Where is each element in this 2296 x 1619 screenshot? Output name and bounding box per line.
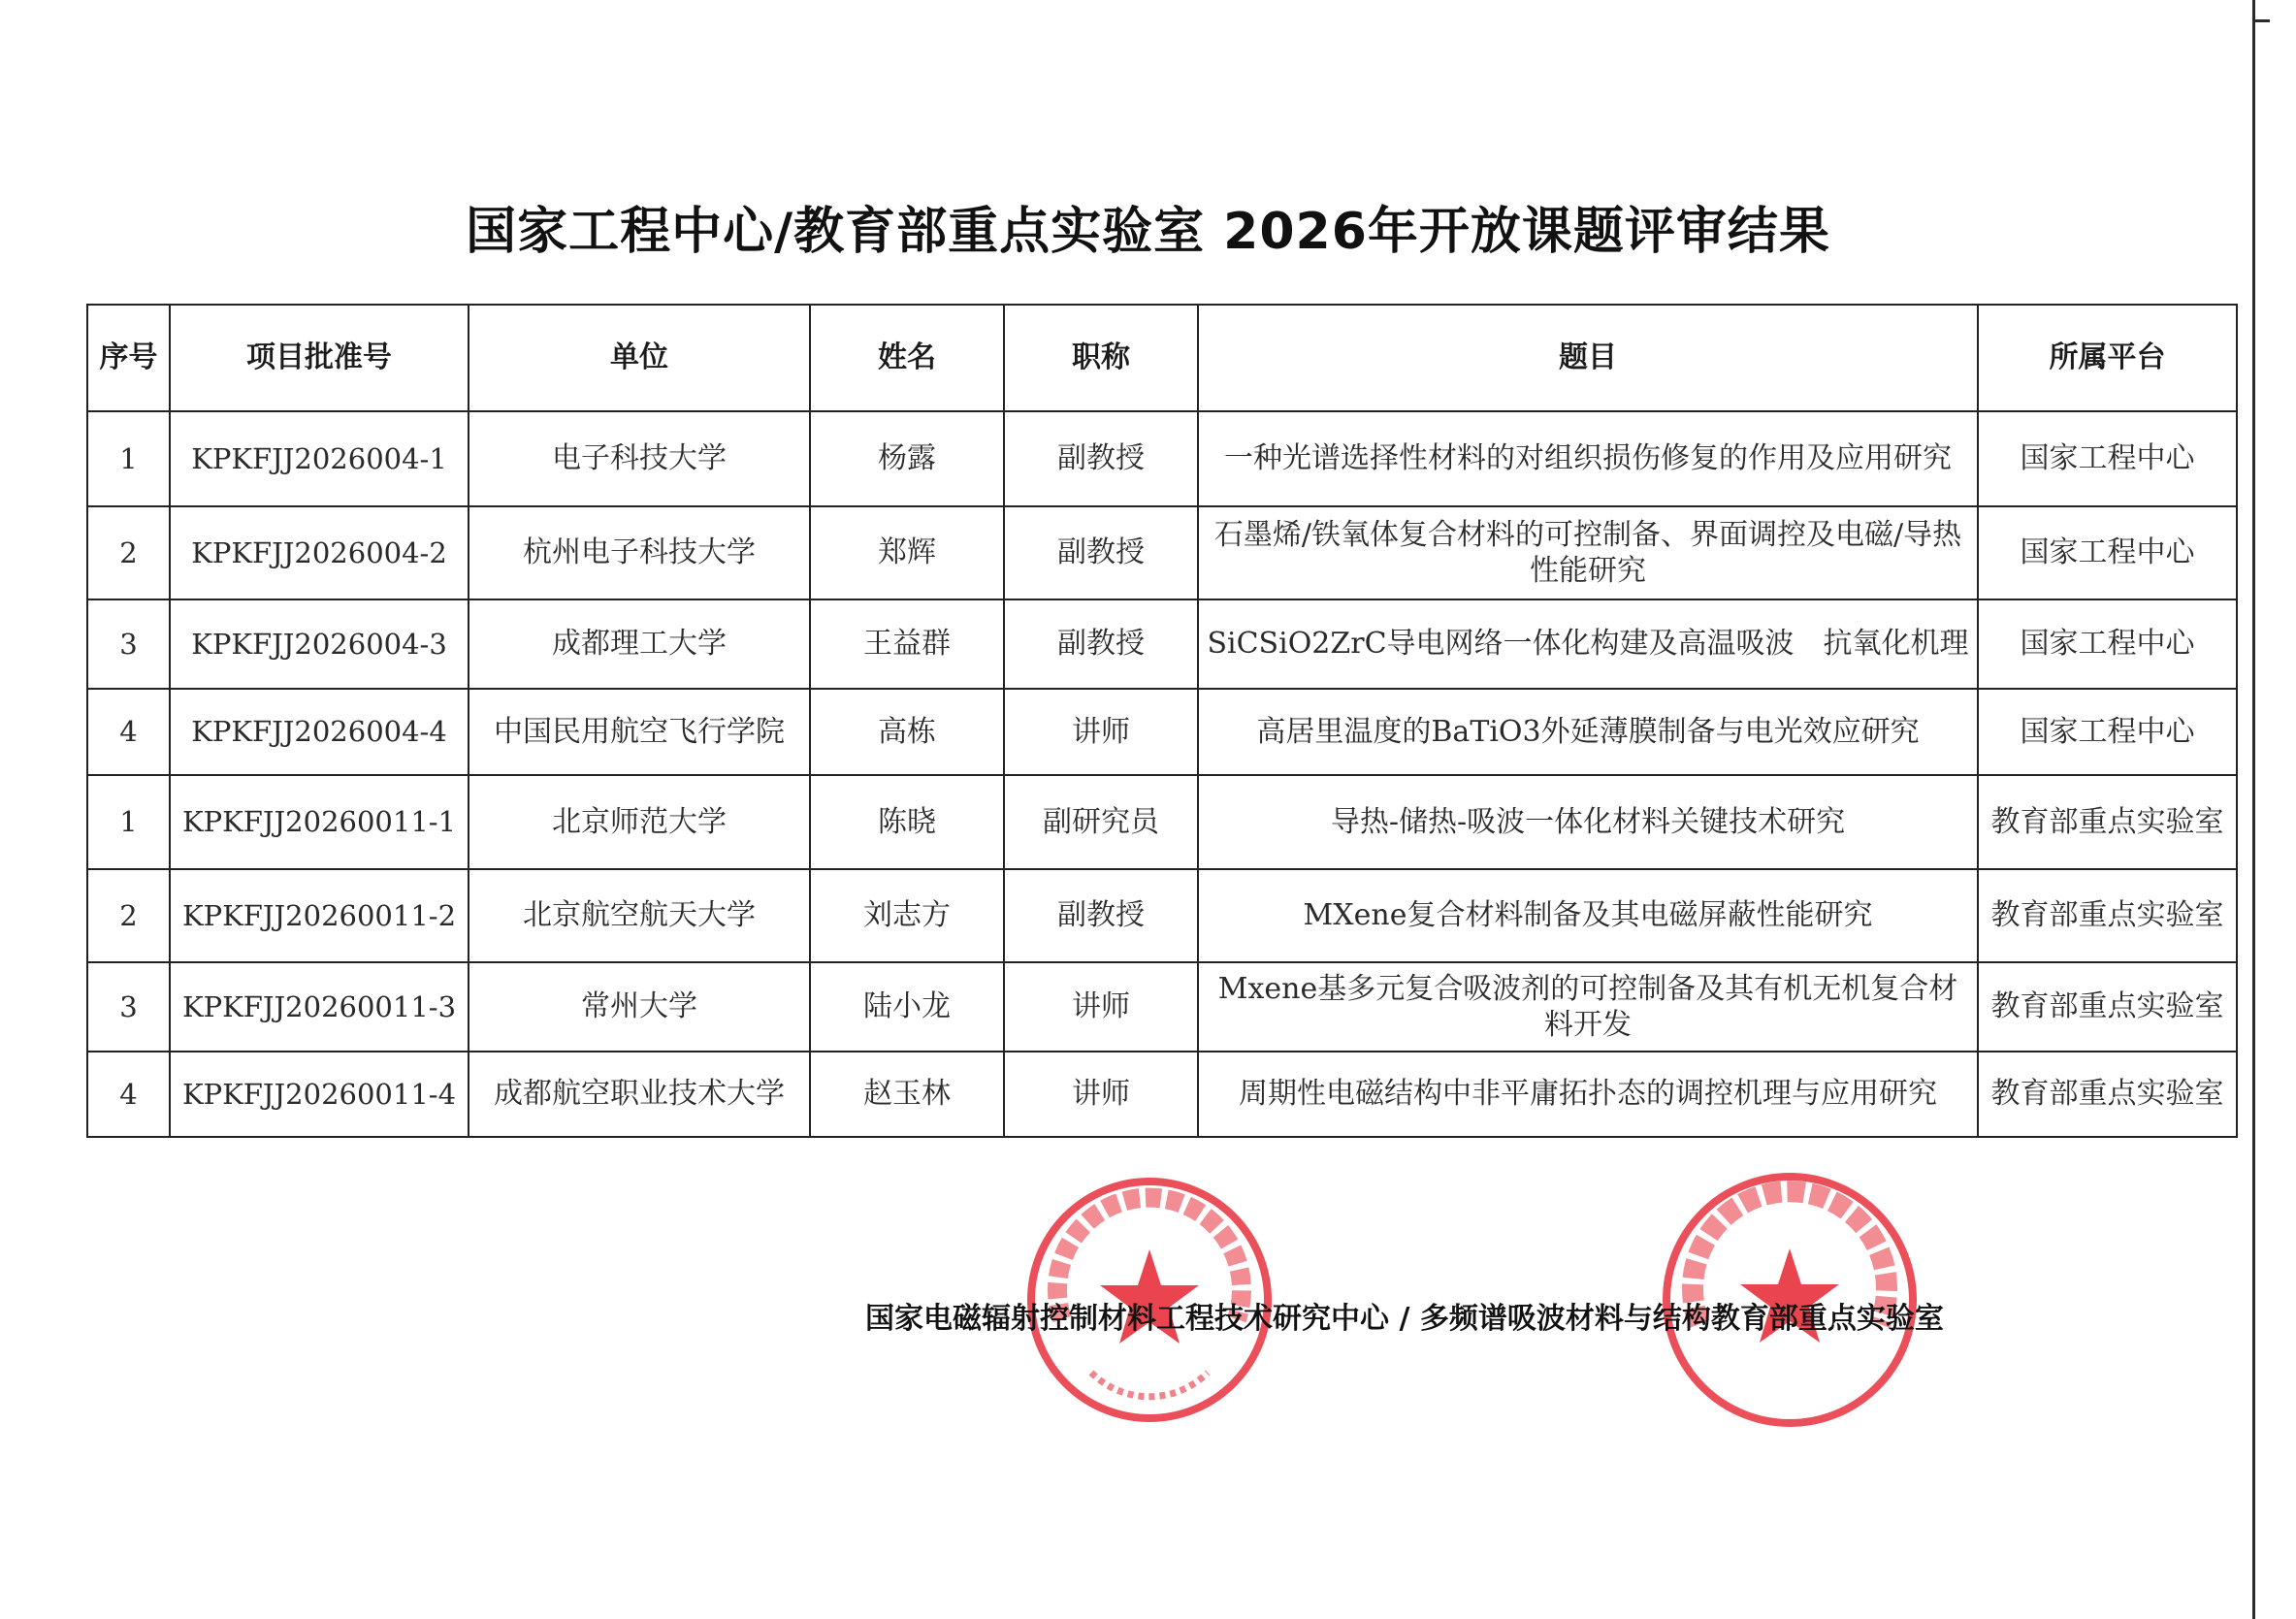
cell-title: 副研究员 (1004, 775, 1198, 869)
document-title: 国家工程中心/教育部重点实验室 2026年开放课题评审结果 (466, 203, 1830, 261)
cell-unit: 常州大学 (469, 962, 810, 1052)
cell-platform: 教育部重点实验室 (1978, 962, 2237, 1052)
cell-name: 高栋 (810, 689, 1004, 775)
scan-edge-tick (2252, 19, 2270, 22)
cell-title: 副教授 (1004, 506, 1198, 599)
header-approval-no: 项目批准号 (170, 305, 469, 411)
cell-name: 刘志方 (810, 869, 1004, 962)
cell-approval-no: KPKFJJ2026004-4 (170, 689, 469, 775)
table-row (87, 962, 2237, 1052)
table-row (87, 506, 2237, 599)
cell-name: 陆小龙 (810, 962, 1004, 1052)
cell-name: 陈晓 (810, 775, 1004, 869)
cell-platform: 国家工程中心 (1978, 689, 2237, 775)
cell-approval-no: KPKFJJ2026004-2 (170, 506, 469, 599)
cell-topic: Mxene基多元复合吸波剂的可控制备及其有机无机复合材料开发 (1198, 962, 1978, 1052)
cell-topic: 石墨烯/铁氧体复合材料的可控制备、界面调控及电磁/导热性能研究 (1198, 506, 1978, 599)
table-header-row (87, 305, 2237, 411)
cell-approval-no: KPKFJJ2026004-1 (170, 411, 469, 506)
cell-title: 副教授 (1004, 599, 1198, 689)
header-title: 职称 (1004, 305, 1198, 411)
cell-topic: MXene复合材料制备及其电磁屏蔽性能研究 (1198, 869, 1978, 962)
cell-unit: 北京航空航天大学 (469, 869, 810, 962)
cell-unit: 北京师范大学 (469, 775, 810, 869)
cell-platform: 教育部重点实验室 (1978, 869, 2237, 962)
cell-approval-no: KPKFJJ2026004-3 (170, 599, 469, 689)
cell-title: 讲师 (1004, 962, 1198, 1052)
cell-name: 杨露 (810, 411, 1004, 506)
cell-seq: 2 (87, 869, 170, 962)
cell-seq: 1 (87, 411, 170, 506)
cell-platform: 国家工程中心 (1978, 506, 2237, 599)
cell-seq: 2 (87, 506, 170, 599)
cell-platform: 国家工程中心 (1978, 599, 2237, 689)
cell-platform: 教育部重点实验室 (1978, 1052, 2237, 1137)
cell-approval-no: KPKFJJ20260011-1 (170, 775, 469, 869)
cell-name: 赵玉林 (810, 1052, 1004, 1137)
cell-approval-no: KPKFJJ20260011-2 (170, 869, 469, 962)
cell-platform: 教育部重点实验室 (1978, 775, 2237, 869)
cell-platform: 国家工程中心 (1978, 411, 2237, 506)
cell-seq: 4 (87, 1052, 170, 1137)
cell-seq: 1 (87, 775, 170, 869)
cell-unit: 成都理工大学 (469, 599, 810, 689)
header-unit: 单位 (469, 305, 810, 411)
cell-topic: 导热-储热-吸波一体化材料关键技术研究 (1198, 775, 1978, 869)
table-row (87, 775, 2237, 869)
cell-unit: 电子科技大学 (469, 411, 810, 506)
cell-name: 王益群 (810, 599, 1004, 689)
cell-topic: 一种光谱选择性材料的对组织损伤修复的作用及应用研究 (1198, 411, 1978, 506)
cell-topic: 高居里温度的BaTiO3外延薄膜制备与电光效应研究 (1198, 689, 1978, 775)
cell-title: 讲师 (1004, 1052, 1198, 1137)
table-row (87, 599, 2237, 689)
cell-title: 讲师 (1004, 689, 1198, 775)
cell-title: 副教授 (1004, 411, 1198, 506)
header-topic: 题目 (1198, 305, 1978, 411)
table-row (87, 1052, 2237, 1137)
table-row (87, 411, 2237, 506)
cell-name: 郑辉 (810, 506, 1004, 599)
table-row (87, 869, 2237, 962)
footer-signature: 国家电磁辐射控制材料工程技术研究中心 / 多频谱吸波材料与结构教育部重点实验室 (865, 1302, 1944, 1336)
cell-seq: 3 (87, 599, 170, 689)
cell-topic: SiCSiO2ZrC导电网络一体化构建及高温吸波 抗氧化机理 (1198, 599, 1978, 689)
cell-title: 副教授 (1004, 869, 1198, 962)
header-name: 姓名 (810, 305, 1004, 411)
cell-approval-no: KPKFJJ20260011-3 (170, 962, 469, 1052)
results-table (86, 304, 2238, 1138)
cell-topic: 周期性电磁结构中非平庸拓扑态的调控机理与应用研究 (1198, 1052, 1978, 1137)
cell-approval-no: KPKFJJ20260011-4 (170, 1052, 469, 1137)
table-row (87, 689, 2237, 775)
cell-unit: 中国民用航空飞行学院 (469, 689, 810, 775)
cell-unit: 成都航空职业技术大学 (469, 1052, 810, 1137)
header-platform: 所属平台 (1978, 305, 2237, 411)
cell-seq: 3 (87, 962, 170, 1052)
header-seq: 序号 (87, 305, 170, 411)
cell-unit: 杭州电子科技大学 (469, 506, 810, 599)
cell-seq: 4 (87, 689, 170, 775)
